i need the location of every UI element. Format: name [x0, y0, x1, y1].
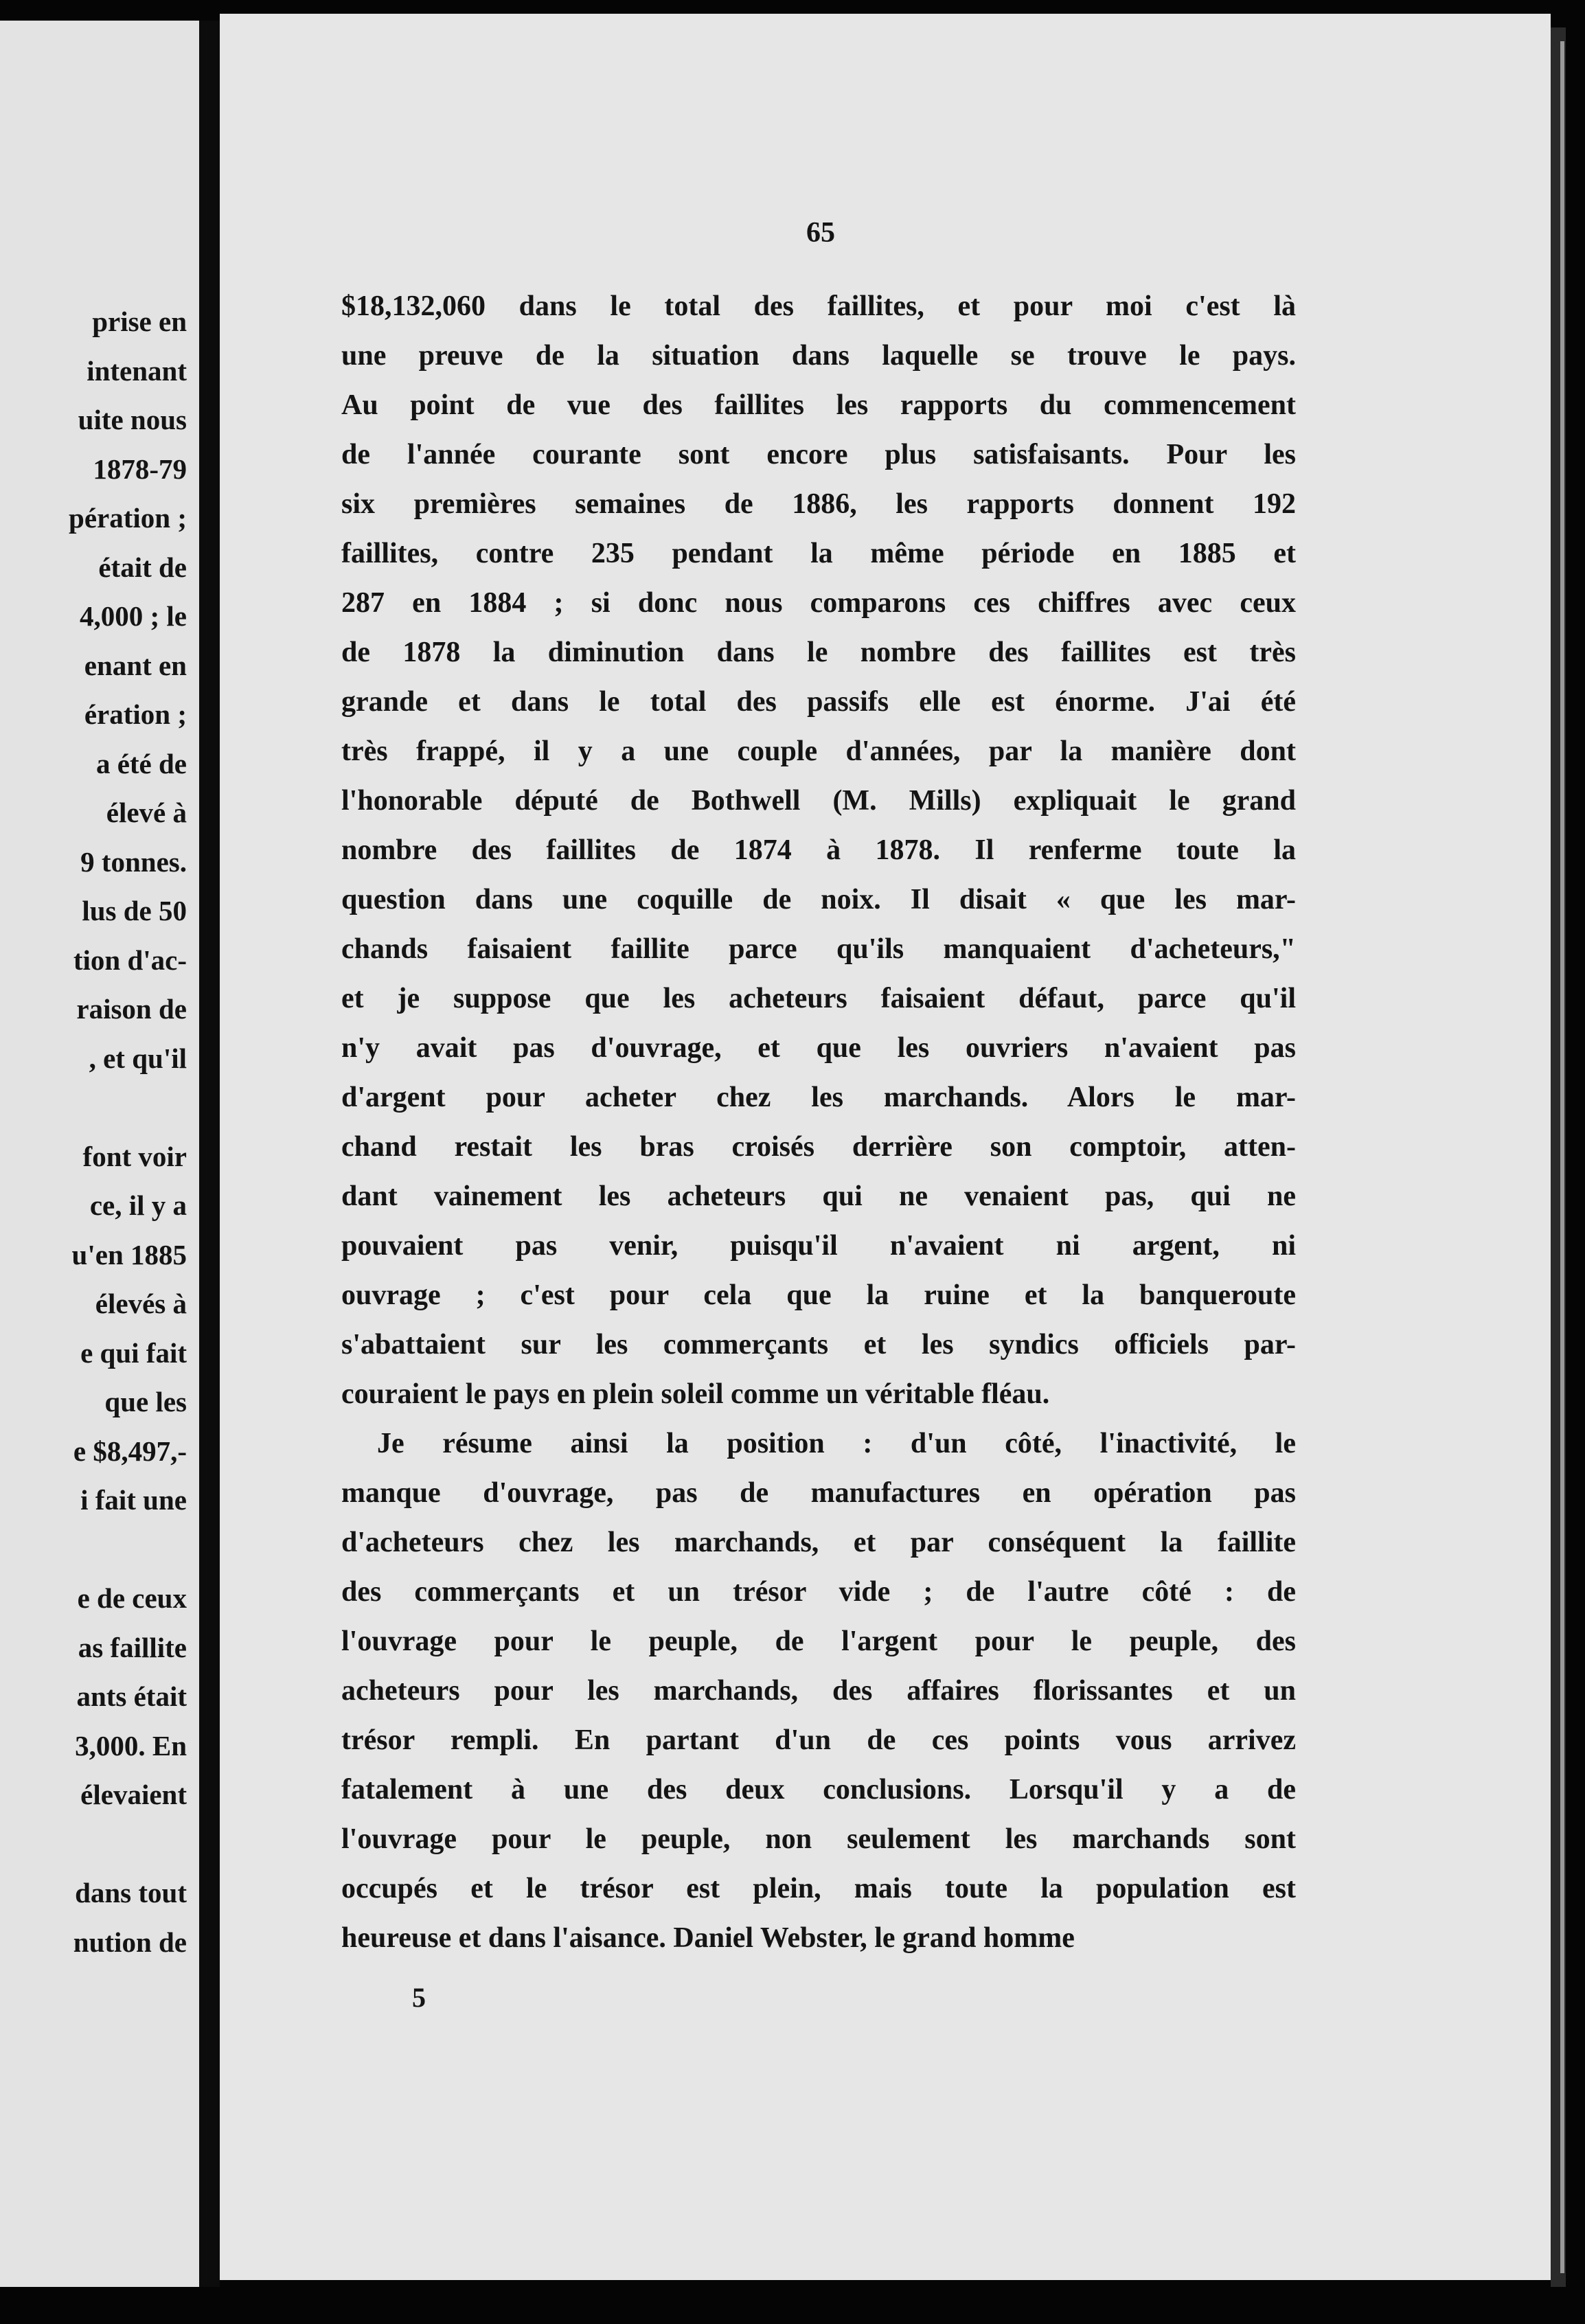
text-line: trésor rempli. En partant d'un de ces points vous arrivez	[341, 1724, 1296, 1756]
left-fragment-line: a été de	[95, 747, 187, 779]
text-line: manque d'ouvrage, pas de manufactures en opération pas	[341, 1477, 1296, 1509]
left-fragment-line: e $8,497,-	[73, 1435, 187, 1467]
left-fragment-line: e qui fait	[80, 1336, 187, 1369]
text-line: des commerçants et un trésor vide ; de l'autre côté : de	[341, 1576, 1296, 1608]
left-fragment-line: ération ;	[84, 698, 187, 730]
text-line: six premières semaines de 1886, les rapports donnent 192	[341, 488, 1296, 520]
left-fragment-line: élevé à	[106, 797, 187, 828]
text-line: très frappé, il y a une couple d'années, par la manière dont	[341, 736, 1296, 767]
left-fragment-line: 4,000 ; le	[80, 600, 187, 632]
left-fragment-line: uite nous	[78, 404, 187, 435]
left-fragment-line: prise en	[92, 306, 187, 337]
text-line: d'acheteurs chez les marchands, et par conséquent la faillite	[341, 1527, 1296, 1558]
text-line: l'honorable député de Bothwell (M. Mills) expliquait le grand	[341, 785, 1296, 817]
left-fragment-line: e de ceux	[77, 1582, 187, 1614]
left-fragment-line: nution de	[73, 1926, 187, 1958]
text-line: chands faisaient faillite parce qu'ils manquaient d'acheteurs,"	[341, 933, 1296, 965]
text-line: Au point de vue des faillites les rapports du commencement	[341, 389, 1296, 421]
book-gutter	[199, 21, 220, 2287]
text-line: faillites, contre 235 pendant la même période en 1885 et	[341, 538, 1296, 569]
text-line: fatalement à une des deux conclusions. Lorsqu'il y a de	[341, 1774, 1296, 1805]
text-line: pouvaient pas venir, puisqu'il n'avaient ni argent, ni	[341, 1230, 1296, 1262]
text-line: grande et dans le total des passifs elle est énorme. J'ai été	[341, 686, 1296, 718]
text-line: s'abattaient sur les commerçants et les syndics officiels par-	[341, 1329, 1296, 1360]
text-line: dant vainement les acheteurs qui ne venaient pas, qui ne	[341, 1181, 1296, 1212]
text-line: de l'année courante sont encore plus satisfaisants. Pour les	[341, 439, 1296, 470]
left-fragment-line: u'en 1885	[71, 1238, 187, 1271]
left-fragment-line: font voir	[82, 1140, 187, 1172]
text-line: Je résume ainsi la position : d'un côté, l'inactivité, le	[377, 1428, 1296, 1459]
text-line: l'ouvrage pour le peuple, de l'argent pour le peuple, des	[341, 1626, 1296, 1657]
left-fragment-line: élevaient	[80, 1779, 187, 1810]
left-fragment-line: as faillite	[78, 1631, 187, 1663]
left-fragment-line: 3,000. En	[75, 1729, 187, 1762]
text-line: heureuse et dans l'aisance. Daniel Webster, le grand homme	[341, 1922, 1075, 1954]
text-line: une preuve de la situation dans laquelle se trouve le pays.	[341, 340, 1296, 372]
text-line: l'ouvrage pour le peuple, non seulement les marchands sont	[341, 1823, 1296, 1855]
left-fragment-line: , et qu'il	[89, 1042, 187, 1074]
left-fragment-line: ants était	[76, 1681, 187, 1712]
text-line: acheteurs pour les marchands, des affaires florissantes et un	[341, 1675, 1296, 1707]
left-fragment-line: intenant	[87, 354, 187, 387]
left-fragment-line: i fait une	[80, 1484, 187, 1516]
text-line: chand restait les bras croisés derrière son comptoir, atten-	[341, 1131, 1296, 1163]
text-line: nombre des faillites de 1874 à 1878. Il renferme toute la	[341, 834, 1296, 866]
left-fragment-line: lus de 50	[82, 895, 187, 926]
left-fragment-line: tion d'ac-	[73, 944, 187, 976]
text-line: d'argent pour acheter chez les marchands. Alors le mar-	[341, 1082, 1296, 1113]
page-edge-highlight	[1560, 41, 1564, 2273]
text-line: occupés et le trésor est plein, mais toute la population est	[341, 1873, 1296, 1904]
left-fragment-line: pération ;	[69, 502, 187, 534]
text-line: $18,132,060 dans le total des faillites, et pour moi c'est là	[341, 290, 1296, 322]
text-line: de 1878 la diminution dans le nombre des faillites est très	[341, 637, 1296, 668]
left-fragment-line: que les	[104, 1386, 187, 1417]
left-fragment-line: élevés à	[95, 1288, 187, 1319]
text-line: ouvrage ; c'est pour cela que la ruine et la banqueroute	[341, 1279, 1296, 1311]
page-number: 65	[806, 217, 835, 249]
text-line: question dans une coquille de noix. Il disait « que les mar-	[341, 884, 1296, 915]
left-fragment-line: ce, il y a	[89, 1189, 187, 1221]
signature-mark: 5	[412, 1982, 426, 2013]
text-line: et je suppose que les acheteurs faisaient défaut, parce qu'il	[341, 983, 1296, 1014]
text-line: couraient le pays en plein soleil comme un véritable fléau.	[341, 1378, 1050, 1410]
left-fragment-line: était de	[98, 551, 187, 583]
left-fragment-line: enant en	[84, 649, 187, 681]
text-line: n'y avait pas d'ouvrage, et que les ouvriers n'avaient pas	[341, 1032, 1296, 1064]
body-text	[341, 282, 1296, 1963]
left-fragment-line: 1878-79	[93, 453, 187, 485]
left-fragment-line: raison de	[76, 993, 187, 1025]
left-page	[0, 21, 199, 2287]
left-fragment-line: dans tout	[75, 1877, 187, 1909]
text-line: 287 en 1884 ; si donc nous comparons ces chiffres avec ceux	[341, 587, 1296, 619]
left-fragment-line: 9 tonnes.	[80, 845, 187, 878]
